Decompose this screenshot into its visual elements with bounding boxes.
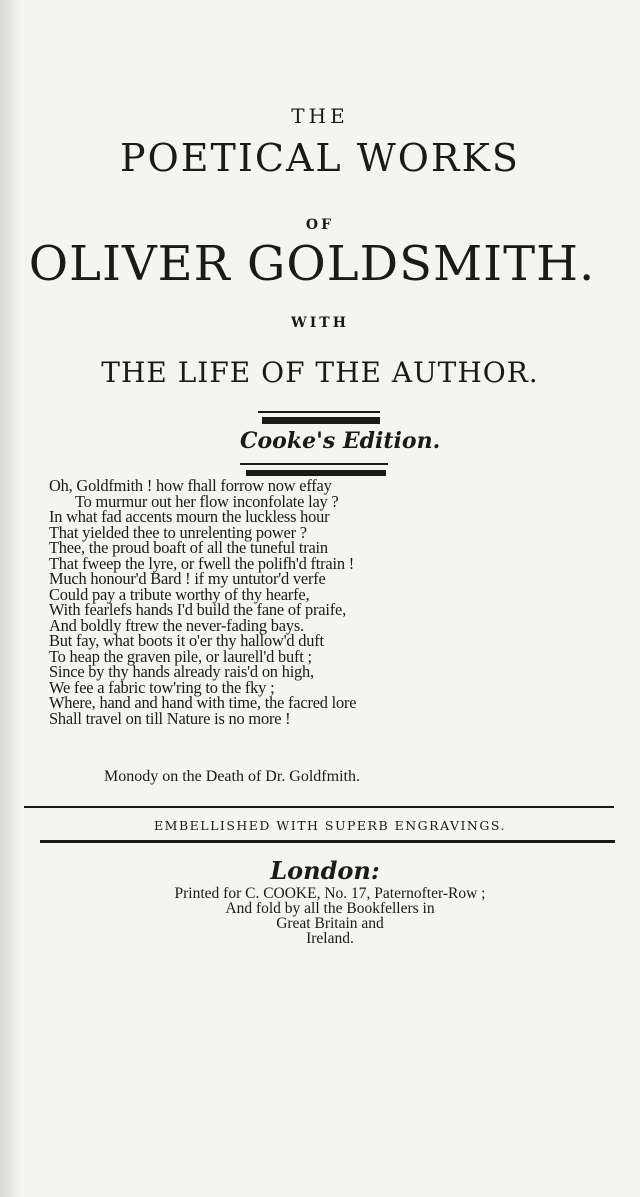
imprint-city: London: xyxy=(270,856,380,885)
rule-top-thick xyxy=(262,417,380,424)
title-poetical-works: POETICAL WORKS xyxy=(120,136,520,180)
poem-line: We fee a fabric tow'ring to the fky ; xyxy=(49,677,275,697)
imprint-line: And fold by all the Bookfellers in xyxy=(225,900,435,917)
poem-line: Shall travel on till Nature is no more ! xyxy=(49,708,291,728)
poem-line: Oh, Goldfmith ! how fhall forrow now effay xyxy=(49,476,332,495)
poem-line: And boldly ftrew the never-fading bays. xyxy=(49,615,304,635)
imprint-block xyxy=(50,886,610,946)
title-of: OF xyxy=(305,217,335,233)
poem-line: That fweep the lyre, or fwell the polifh'd ftrain ! xyxy=(49,553,354,573)
title-with: WITH xyxy=(291,315,349,331)
poem-line: Could pay a tribute worthy of thy hearfe, xyxy=(49,584,310,604)
poem-line: With fearlefs hands I'd build the fane of praife, xyxy=(49,600,346,619)
poem-line: That yielded thee to unrelenting power ? xyxy=(49,522,307,542)
title-life-of-author: THE LIFE OF THE AUTHOR. xyxy=(101,356,539,389)
imprint-line: Ireland. xyxy=(306,930,354,947)
poem-line: To heap the graven pile, or laurell'd buft ; xyxy=(49,646,312,666)
rule-lower-thin xyxy=(24,806,614,808)
rule-mid-thin xyxy=(240,463,388,465)
title-the: THE xyxy=(291,104,349,128)
poem-line: But fay, what boots it o'er thy hallow'd duft xyxy=(49,631,324,650)
rule-lower-thick xyxy=(40,840,615,843)
rule-top-thin xyxy=(258,411,380,413)
poem-line: Since by thy hands already rais'd on high, xyxy=(49,662,314,681)
poem-line: In what fad accents mourn the luckless hour xyxy=(49,507,330,526)
poem-line: Where, hand and hand with time, the facred lore xyxy=(49,693,357,712)
poem-line: Thee, the proud boaft of all the tuneful train xyxy=(49,538,328,557)
author-name: OLIVER GOLDSMITH. xyxy=(28,236,596,292)
poem-line: Much honour'd Bard ! if my untutor'd verfe xyxy=(49,569,326,588)
imprint-line: Printed for C. COOKE, No. 17, Paternofter-Row ; xyxy=(174,885,486,902)
poem-source: Monody on the Death of Dr. Goldfmith. xyxy=(104,768,360,785)
imprint-line: Great Britain and xyxy=(276,915,384,932)
poem-line: To murmur out her flow inconfolate lay ? xyxy=(75,491,339,511)
embellished-line: EMBELLISHED WITH SUPERB ENGRAVINGS. xyxy=(154,818,506,833)
poem-epigraph xyxy=(49,478,609,726)
edition-label: Cooke's Edition. xyxy=(240,428,441,454)
